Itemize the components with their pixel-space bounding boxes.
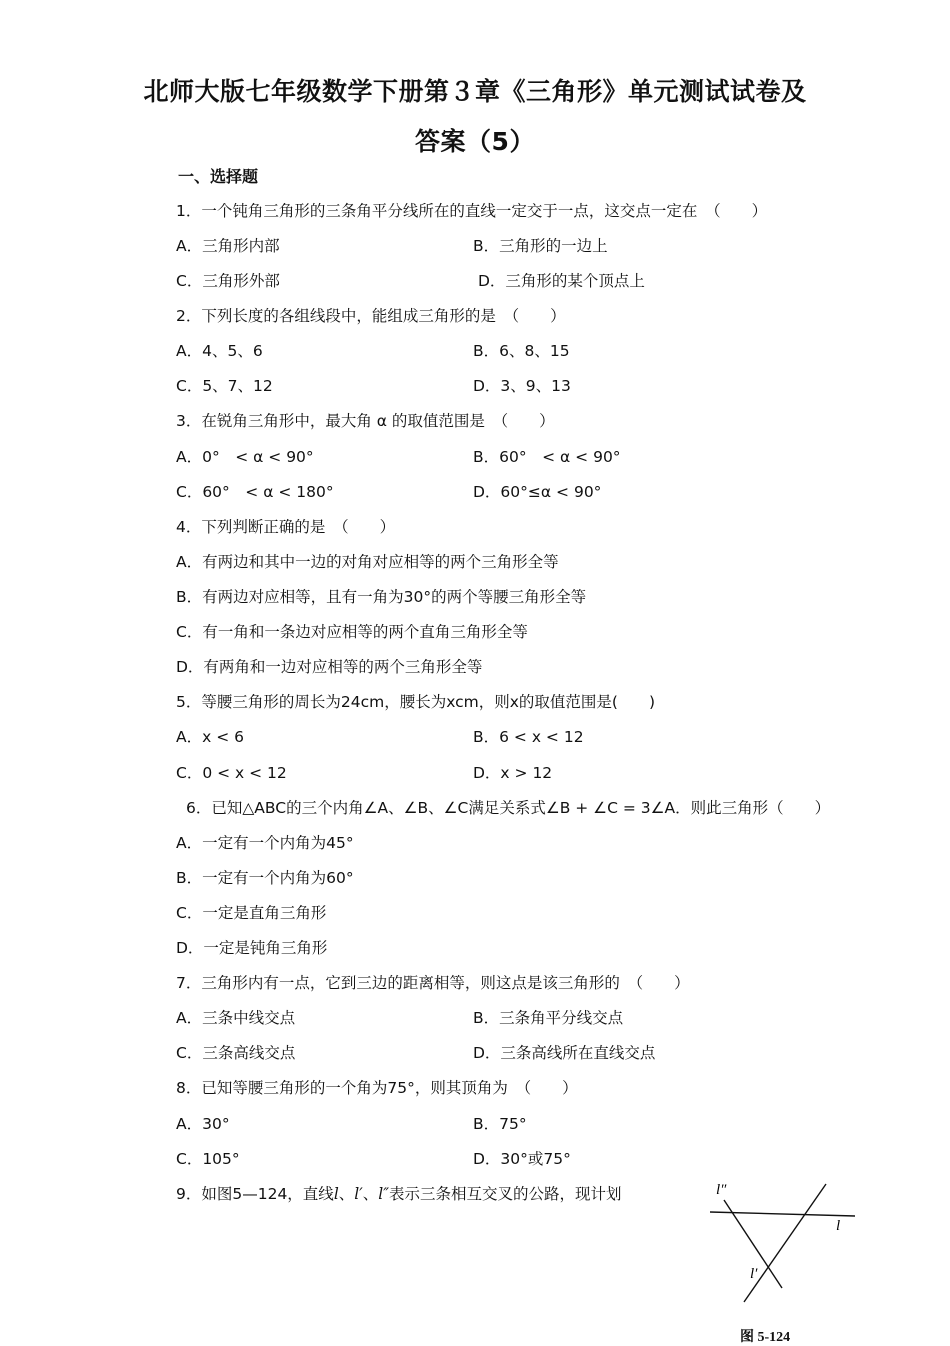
q1-option-a: A．三角形内部 [176, 237, 280, 255]
q5-option-a: A．x < 6 [176, 728, 244, 746]
q1-option-d: D．三角形的某个顶点上 [478, 272, 645, 290]
q6-option-d: D．一定是钝角三角形 [176, 939, 328, 957]
q7-option-b: B．三条角平分线交点 [473, 1009, 624, 1027]
q4-option-a: A．有两边和其中一边的对角对应相等的两个三角形全等 [176, 553, 559, 571]
q2-option-b: B．6、8、15 [473, 342, 570, 360]
document-title-line1: 北师大版七年级数学下册第３章《三角形》单元测试试卷及 [143, 77, 807, 106]
q9-stem-suffix: 表示三条相互交叉的公路，现计划 [389, 1185, 622, 1203]
q9-sep1: 、 [338, 1185, 355, 1203]
q8-option-a: A．30° [176, 1115, 230, 1133]
q7-option-d: D．三条高线所在直线交点 [473, 1044, 656, 1062]
q3-option-b: B．60° < α < 90° [473, 448, 621, 466]
q9-sep2: 、 [362, 1185, 379, 1203]
q4-option-c: C．有一角和一条边对应相等的两个直角三角形全等 [176, 623, 528, 641]
figure-intersecting-lines [700, 1178, 860, 1318]
q6-option-c: C．一定是直角三角形 [176, 904, 327, 922]
figure-caption: 图 5-124 [740, 1330, 791, 1345]
q8-option-c: C．105° [176, 1150, 240, 1168]
label-l-prime: l′ [750, 1266, 758, 1282]
question-4-stem: 4．下列判断正确的是 （ ） [176, 518, 396, 536]
q3-option-a: A．0° < α < 90° [176, 448, 314, 466]
q9-line-l-prime: l′ [354, 1185, 363, 1203]
question-2-stem: 2．下列长度的各组线段中，能组成三角形的是 （ ） [176, 307, 566, 325]
q9-line-l-double-prime: l″ [378, 1185, 390, 1203]
question-7-stem: 7．三角形内有一点，它到三边的距离相等，则这点是该三角形的 （ ） [176, 974, 690, 992]
q4-option-d: D．有两角和一边对应相等的两个三角形全等 [176, 658, 483, 676]
q5-option-d: D．x > 12 [473, 764, 553, 782]
q7-option-c: C．三条高线交点 [176, 1044, 296, 1062]
q1-option-c: C．三角形外部 [176, 272, 280, 290]
q8-option-b: B．75° [473, 1115, 527, 1133]
q4-option-b: B．有两边对应相等，且有一角为30°的两个等腰三角形全等 [176, 588, 587, 606]
q8-option-d: D．30°或75° [473, 1150, 571, 1168]
q6-option-b: B．一定有一个内角为60° [176, 869, 354, 887]
q9-line-l: l [333, 1185, 339, 1203]
question-3-stem: 3．在锐角三角形中，最大角 α 的取值范围是 （ ） [176, 412, 555, 430]
q5-option-b: B．6 < x < 12 [473, 728, 584, 746]
question-8-stem: 8．已知等腰三角形的一个角为75°，则其顶角为 （ ） [176, 1079, 578, 1097]
q6-option-a: A．一定有一个内角为45° [176, 834, 354, 852]
question-5-stem: 5．等腰三角形的周长为24cm，腰长为xcm，则x的取值范围是( ) [176, 693, 655, 711]
q2-option-c: C．5、7、12 [176, 377, 273, 395]
label-l-double-prime: l″ [716, 1182, 727, 1198]
question-1-stem: 1．一个钝角三角形的三条角平分线所在的直线一定交于一点，这交点一定在 （ ） [176, 202, 768, 220]
question-9-stem [176, 1182, 622, 1204]
q2-option-a: A．4、5、6 [176, 342, 263, 360]
q5-option-c: C．0 < x < 12 [176, 764, 287, 782]
q2-option-d: D．3、9、13 [473, 377, 571, 395]
q1-option-b: B．三角形的一边上 [473, 237, 608, 255]
label-l: l [836, 1218, 841, 1234]
section-heading: 一、选择题 [178, 167, 259, 186]
q3-option-c: C．60° < α < 180° [176, 483, 334, 501]
document-title-line2: 答案（5） [415, 127, 535, 156]
q7-option-a: A．三条中线交点 [176, 1009, 296, 1027]
q9-stem-prefix: 9．如图5—124，直线 [176, 1185, 334, 1203]
q3-option-d: D．60°≤α < 90° [473, 483, 602, 501]
question-6-stem: 6．已知△ABC的三个内角∠A、∠B、∠C满足关系式∠B + ∠C = 3∠A．则此三角形（ ） [186, 799, 831, 817]
line-l-prime [744, 1184, 826, 1302]
